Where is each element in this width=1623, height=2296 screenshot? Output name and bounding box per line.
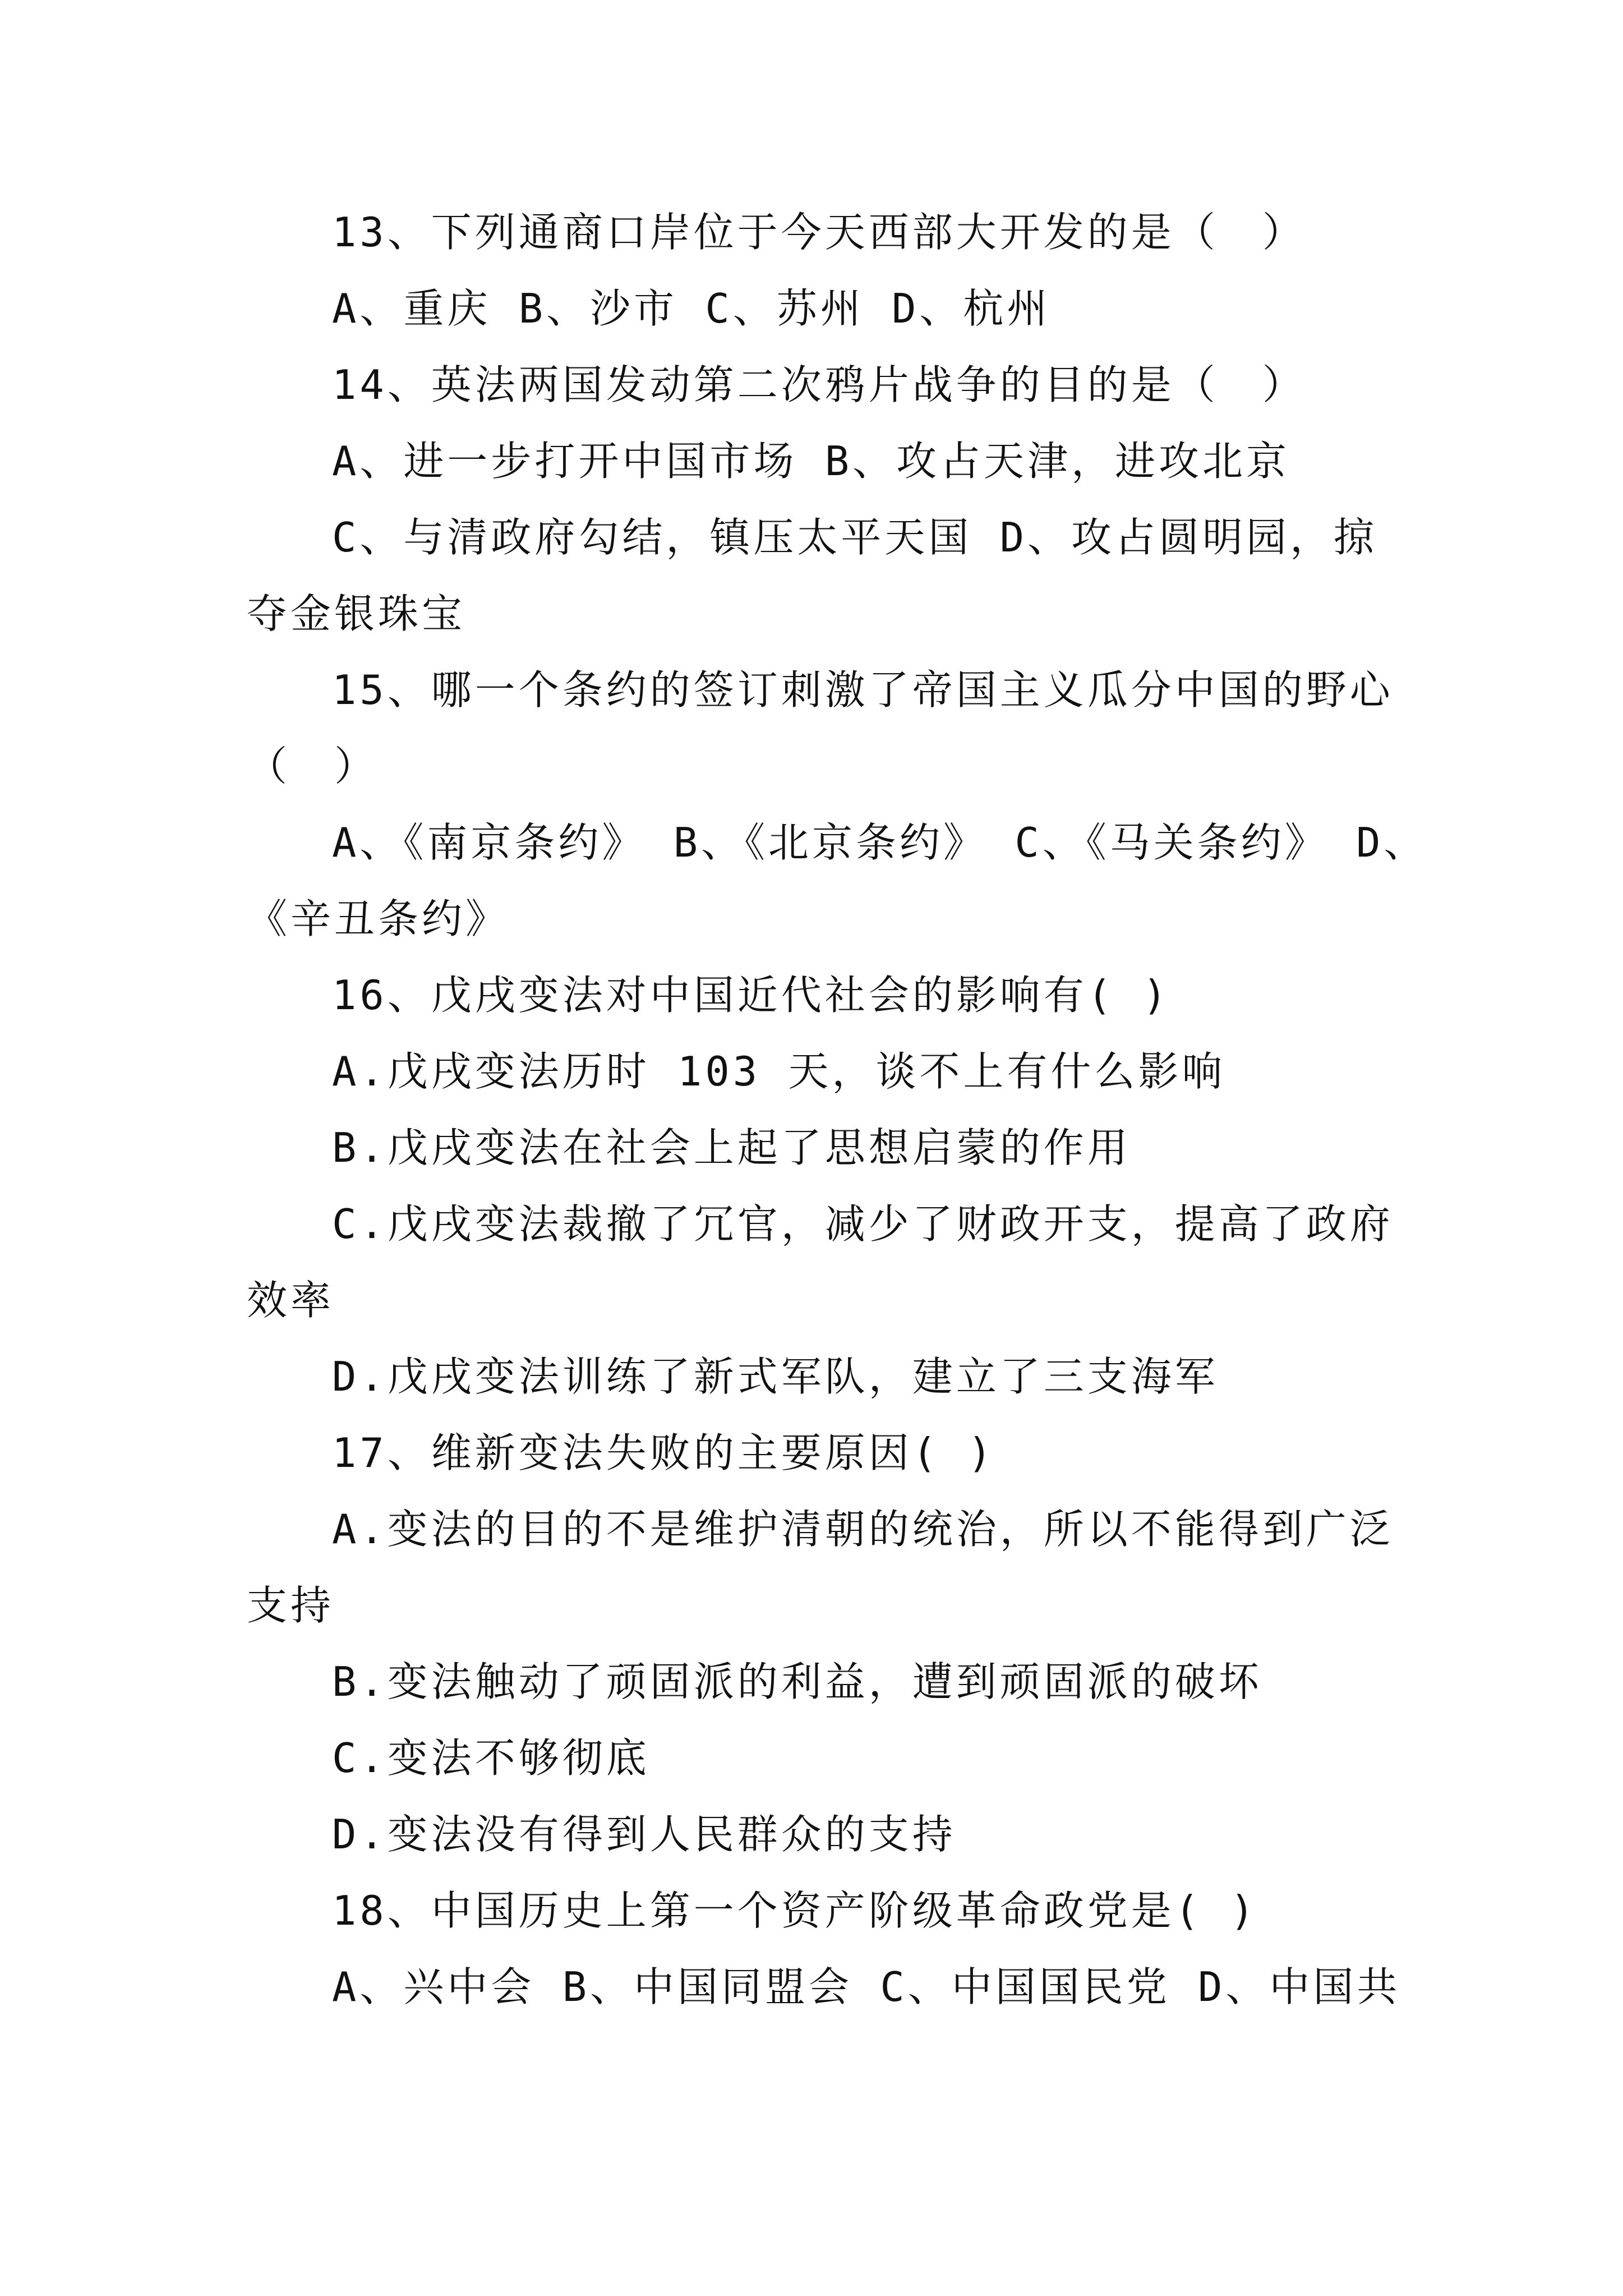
q15-options-continued: 《辛丑条约》 (247, 895, 510, 942)
q17-option-d: D.变法没有得到人民群众的支持 (332, 1811, 956, 1858)
q16-option-a: A.戊戌变法历时 103 天，谈不上有什么影响 (332, 1048, 1226, 1095)
q14-options-cd: C、与清政府勾结，镇压太平天国 D、攻占圆明园，掠 (332, 514, 1378, 561)
q18-options: A、兴中会 B、中国同盟会 C、中国国民党 D、中国共 (332, 1963, 1401, 2010)
q14-question: 14、英法两国发动第二次鸦片战争的目的是（ ） (332, 361, 1306, 408)
q13-options: A、重庆 B、沙市 C、苏州 D、杭州 (332, 285, 1051, 332)
q16-option-c-continued: 效率 (247, 1277, 335, 1324)
q16-option-b: B.戊戌变法在社会上起了思想启蒙的作用 (332, 1124, 1131, 1171)
q16-option-c: C.戊戌变法裁撤了冗官，减少了财政开支，提高了政府 (332, 1200, 1394, 1248)
q15-options: A、《南京条约》 B、《北京条约》 C、《马关条约》 D、 (332, 819, 1428, 866)
q16-option-d: D.戊戌变法训练了新式军队，建立了三支海军 (332, 1353, 1219, 1400)
q13-question: 13、下列通商口岸位于今天西部大开发的是（ ） (332, 209, 1306, 256)
q15-question-blank: （ ） (247, 743, 379, 790)
q17-option-a-continued: 支持 (247, 1582, 335, 1629)
q17-question: 17、维新变法失败的主要原因( ) (332, 1429, 995, 1476)
q15-question: 15、哪一个条约的签订刺激了帝国主义瓜分中国的野心 (332, 666, 1394, 714)
q14-options-cd-continued: 夺金银珠宝 (247, 590, 466, 637)
q17-option-b: B.变法触动了顽固派的利益，遭到顽固派的破坏 (332, 1658, 1262, 1705)
q17-option-a: A.变法的目的不是维护清朝的统治，所以不能得到广泛 (332, 1506, 1394, 1553)
q14-options-ab: A、进一步打开中国市场 B、攻占天津，进攻北京 (332, 438, 1290, 485)
question-text-block (247, 194, 1428, 2025)
q17-option-c: C.变法不够彻底 (332, 1734, 650, 1782)
q18-question: 18、中国历史上第一个资产阶级革命政党是( ) (332, 1887, 1258, 1934)
q16-question: 16、戊戌变法对中国近代社会的影响有( ) (332, 972, 1170, 1019)
